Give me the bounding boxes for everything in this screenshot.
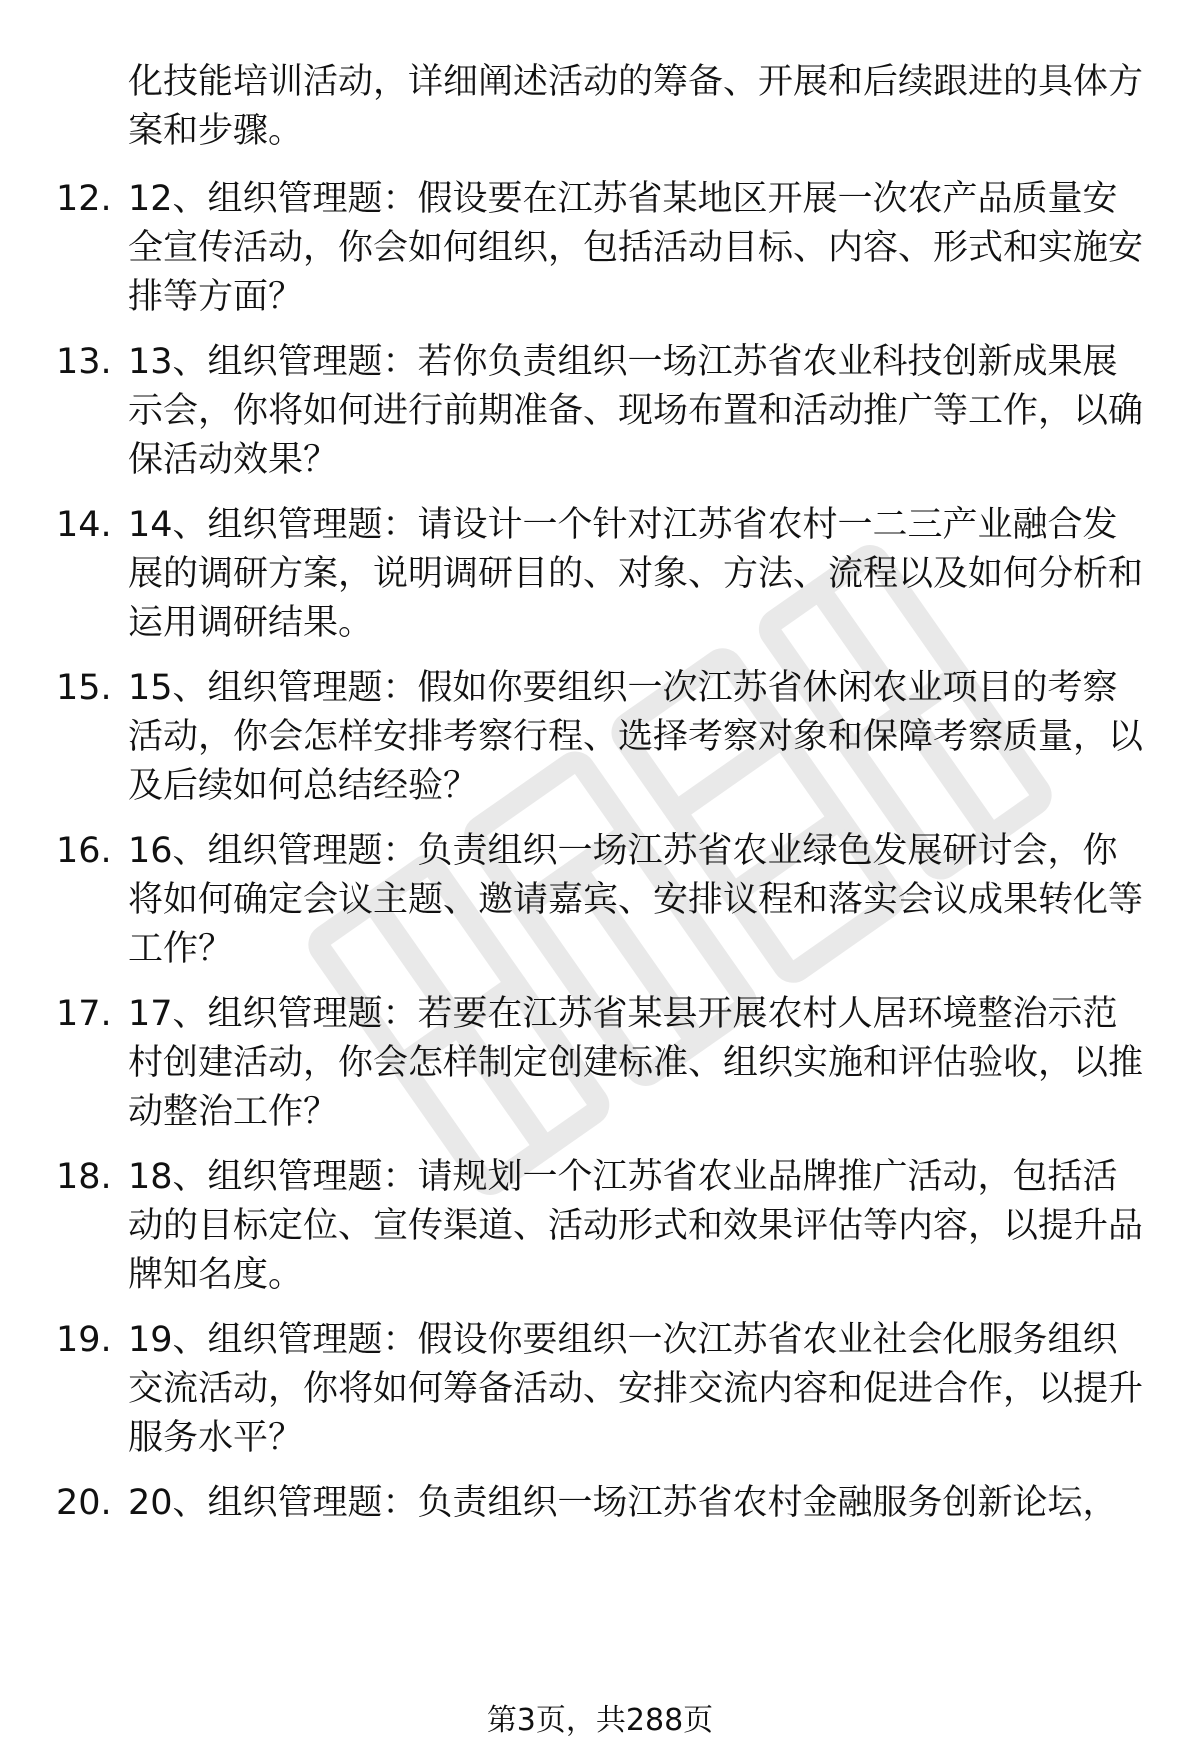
list-item-number: 12. [56, 179, 112, 219]
list-item-text: 18、组织管理题：请规划一个江苏省农业品牌推广活动，包括活动的目标定位、宣传渠道、活动形式和效果评估等内容，以提升品牌知名度。 [128, 1157, 1144, 1295]
list-item [0, 990, 1200, 1160]
list-item-text: 19、组织管理题：假设你要组织一次江苏省农业社会化服务组织交流活动，你将如何筹备活动、安排交流内容和促进合作，以提升服务水平？ [128, 1320, 1144, 1458]
list-item-text: 13、组织管理题：若你负责组织一场江苏省农业科技创新成果展示会，你将如何进行前期准备、现场布置和活动推广等工作，以确保活动效果？ [128, 342, 1144, 480]
list-item [0, 1479, 1200, 1559]
list-item [0, 827, 1200, 997]
list-item [0, 338, 1200, 508]
list-item-text: 20、组织管理题：负责组织一场江苏省农村金融服务创新论坛， [128, 1483, 1118, 1523]
list-item-number: 15. [56, 668, 112, 708]
list-item [0, 501, 1200, 671]
list-item-text: 12、组织管理题：假设要在江苏省某地区开展一次农产品质量安全宣传活动，你会如何组织，包括活动目标、内容、形式和实施安排等方面？ [128, 179, 1144, 317]
list-item-text: 14、组织管理题：请设计一个针对江苏省农村一二三产业融合发展的调研方案，说明调研目的、对象、方法、流程以及如何分析和运用调研结果。 [128, 505, 1144, 643]
list-item-number: 16. [56, 831, 112, 871]
list-item-number: 18. [56, 1157, 112, 1197]
list-item-number: 13. [56, 342, 112, 382]
list-item-text: 17、组织管理题：若要在江苏省某县开展农村人居环境整治示范村创建活动，你会怎样制定创建标准、组织实施和评估验收，以推动整治工作？ [128, 994, 1144, 1132]
list-item [0, 1153, 1200, 1323]
list-item [0, 1316, 1200, 1486]
list-item-text: 16、组织管理题：负责组织一场江苏省农业绿色发展研讨会，你将如何确定会议主题、邀请嘉宾、安排议程和落实会议成果转化等工作？ [128, 831, 1144, 969]
list-item-number: 19. [56, 1320, 112, 1360]
list-item-number: 20. [56, 1483, 112, 1523]
list-item [0, 664, 1200, 834]
page-footer: 第3页，共288页 [486, 1703, 714, 1738]
lead-paragraph: 化技能培训活动，详细阐述活动的筹备、开展和后续跟进的具体方案和步骤。 [128, 62, 1144, 151]
list-item-text: 15、组织管理题：假如你要组织一次江苏省休闲农业项目的考察活动，你会怎样安排考察行程、选择考察对象和保障考察质量，以及后续如何总结经验？ [128, 668, 1144, 806]
list-item-number: 17. [56, 994, 112, 1034]
list-item-number: 14. [56, 505, 112, 545]
list-item [0, 175, 1200, 345]
